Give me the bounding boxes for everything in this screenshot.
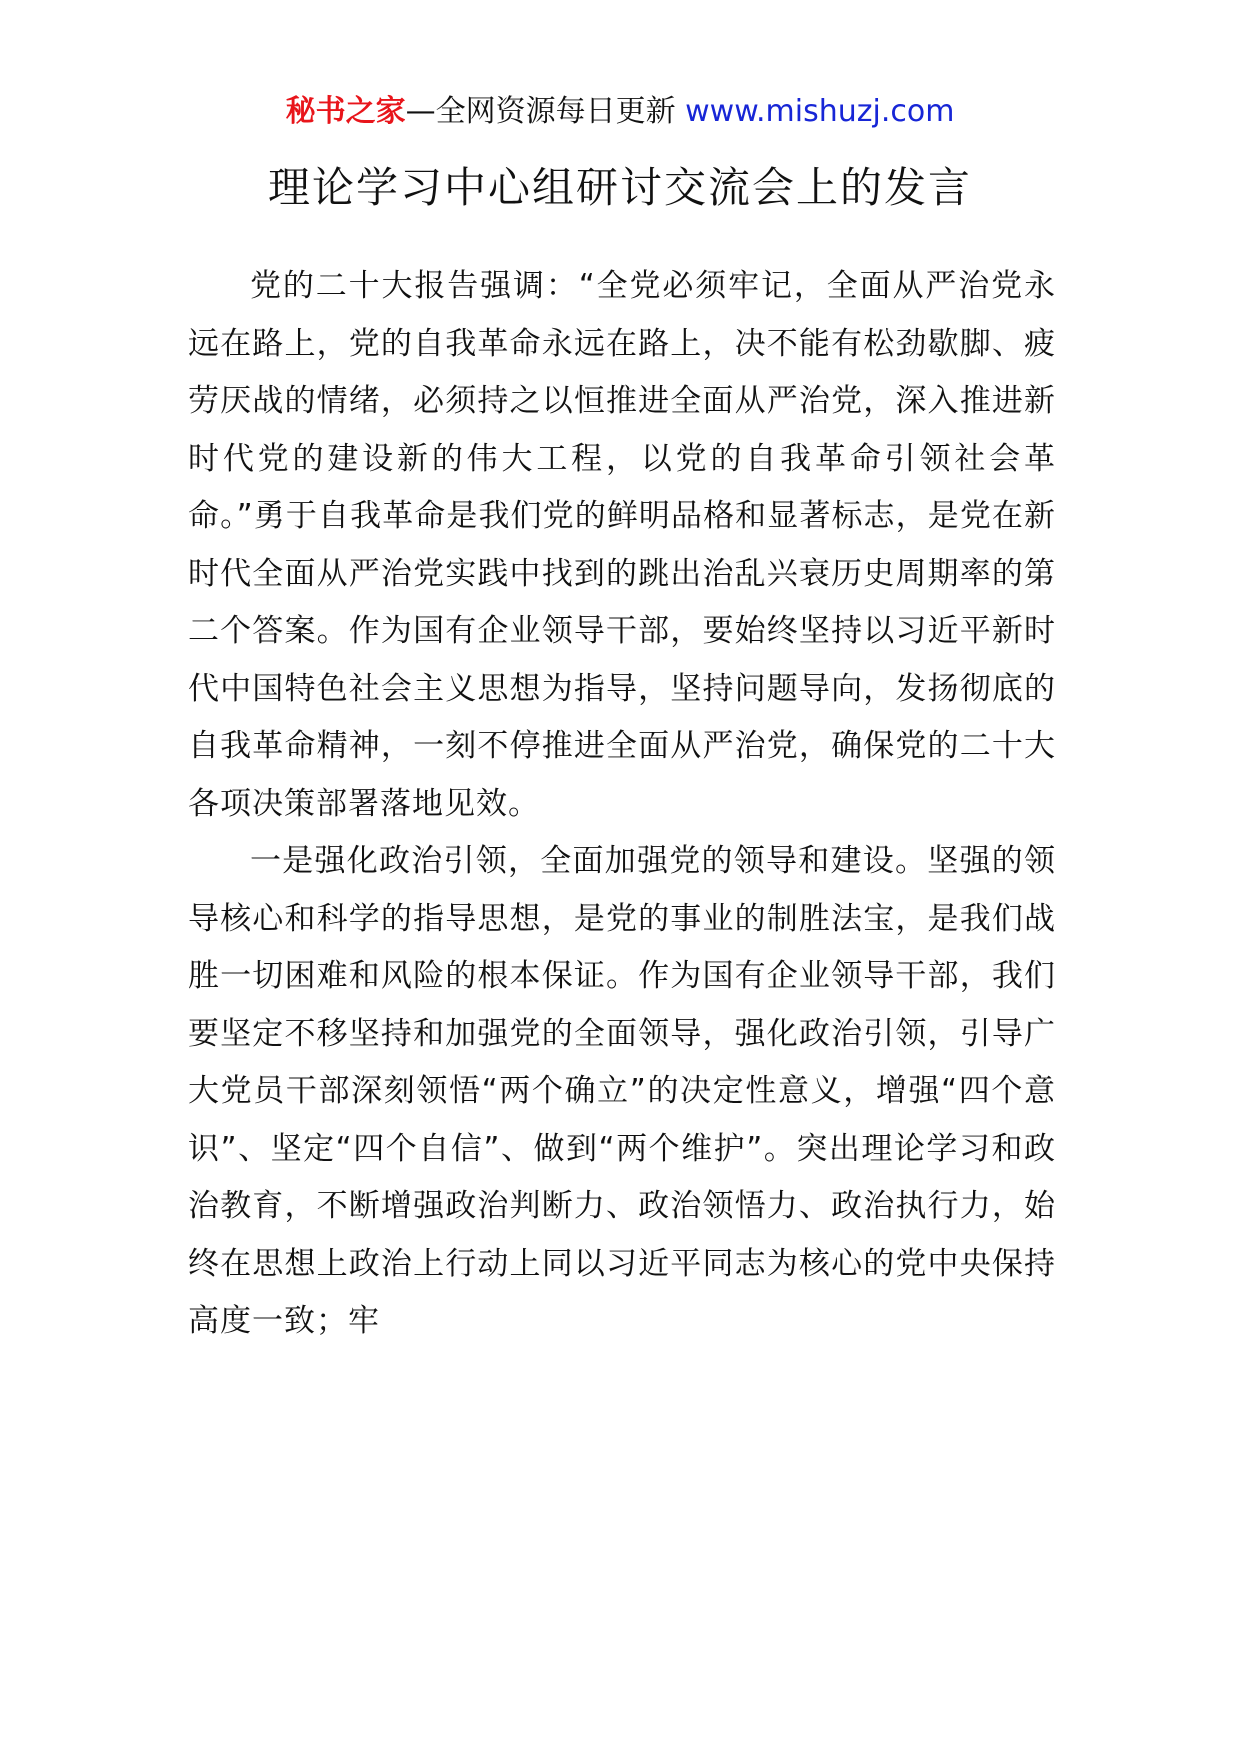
document-title: 理论学习中心组研讨交流会上的发言 — [267, 163, 972, 212]
site-header — [0, 92, 1240, 132]
document-body — [188, 258, 1056, 1351]
paragraph-intro: 党的二十大报告强调：“全党必须牢记，全面从严治党永远在路上，党的自我革命永远在路上，决不能有松劲歇脚、疲劳厌战的情绪，必须持之以恒推进全面从严治党，深入推进新时代党的建设新的伟大工程，以党的自我革命引领社会革命。”勇于自我革命是我们党的鲜明品格和显著标志，是党在新时代全面从严治党实践中找到的跳出治乱兴衰历史周期率的第二个答案。作为国有企业领导干部，要始终坚持以习近平新时代中国特色社会主义思想为指导，坚持问题导向，发扬彻底的自我革命精神，一刻不停推进全面从严治党，确保党的二十大各项决策部署落地见效。 — [188, 268, 1056, 822]
paragraph-point-one: 一是强化政治引领，全面加强党的领导和建设。坚强的领导核心和科学的指导思想，是党的事业的制胜法宝，是我们战胜一切困难和风险的根本保证。作为国有企业领导干部，我们要坚定不移坚持和加强党的全面领导，强化政治引领，引导广大党员干部深刻领悟“两个确立”的决定性意义，增强“四个意识”、坚定“四个自信”、做到“两个维护”。突出理论学习和政治教育，不断增强政治判断力、政治领悟力、政治执行力，始终在思想上政治上行动上同以习近平同志为核心的党中央保持高度一致；牢 — [188, 843, 1056, 1339]
brand-name: 秘书之家 — [285, 94, 406, 129]
header-slogan: —全网资源每日更新 — [405, 94, 676, 129]
site-url-link[interactable]: www.mishuzj.com — [685, 94, 955, 129]
